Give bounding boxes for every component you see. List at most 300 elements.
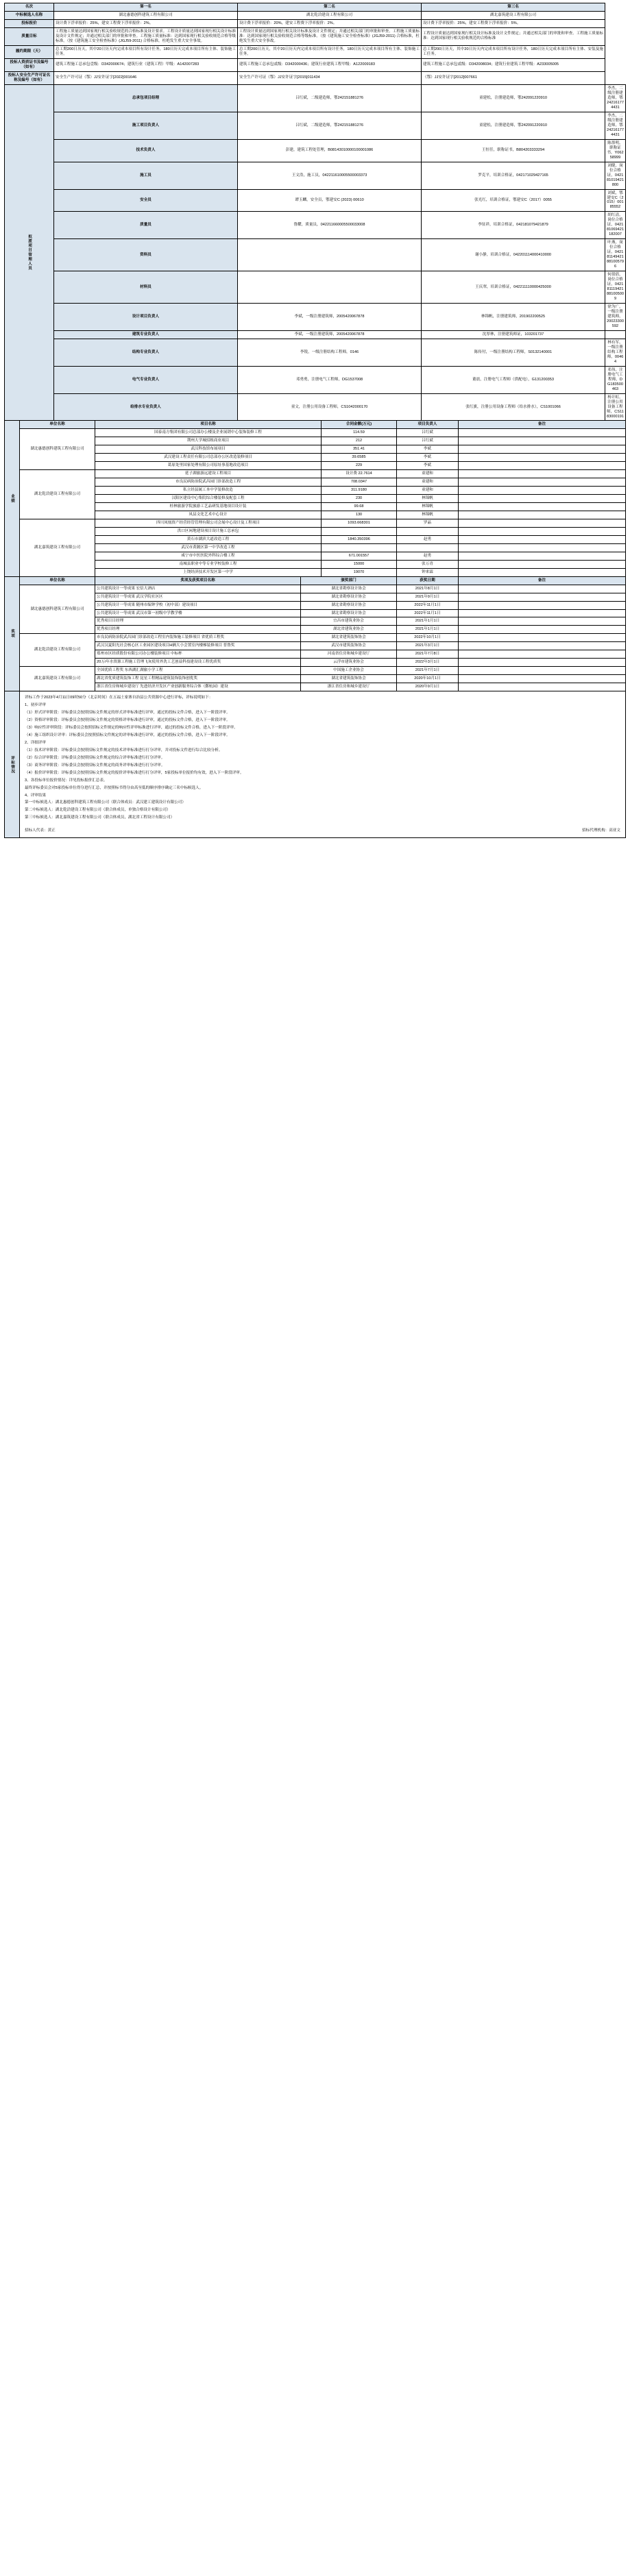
candidates-table (4, 3, 626, 421)
table-row (5, 19, 626, 27)
personnel-0-2: 童建松，注册建造师，鄂242091220910 (422, 84, 605, 112)
award-name: 湖北省优质建筑装饰工程 昆星工程精品建筑装饰装饰创优奖 (95, 675, 301, 683)
evaluation-step: 2、详细评审 (25, 740, 47, 745)
table-row (5, 27, 626, 45)
candidate-name-2: 湖北乾洽建设工程有限公司 (238, 11, 422, 19)
personnel-12-3: 杨计虹，注册公用设备工程师，CS1183000191 (605, 393, 626, 421)
performance-amount: 671.001557 (322, 552, 397, 560)
section-label-awards: 奖项 (5, 576, 20, 691)
performance-amount: 设计费 22.7614 (322, 469, 397, 478)
table-row (5, 675, 626, 683)
table-row (5, 609, 626, 617)
personnel-6-2: 谢小静，培训合格证，042201114000410000 (422, 239, 605, 271)
row-label-duration: 履约期限（天） (5, 45, 54, 58)
performance-project: 延子湖旅游远建设工程项目 (95, 469, 322, 478)
personnel-1-1: 吕红斌，二级建造师，鄂242151881276 (238, 112, 422, 139)
performance-amount: 1840.350396 (322, 535, 397, 543)
performance-amount: 230 (322, 494, 397, 502)
personnel-role-4: 安全员 (54, 189, 238, 212)
performance-note (459, 445, 626, 453)
personnel-5-2: 李征祥，培训合格证，042181079421879 (422, 212, 605, 239)
performance-project: 凤县文化艺术中心设计 (95, 511, 322, 519)
table-row (5, 519, 626, 527)
evaluation-step: 最终评标委员会对5家投标单位得分进行汇总，并按照标书得分由高至低的顺序排序确定三名中标候选人。 (25, 785, 204, 790)
award-name: 优秀项目经理 (95, 626, 301, 634)
performance-company-1: 湖北乾洽建设工程有限公司 (20, 469, 95, 519)
performance-manager: 李斌 (397, 461, 459, 469)
table-row (5, 58, 626, 71)
table-row (5, 601, 626, 609)
safety-license-3: （鄂）JJ安许证字[2012]007661 (422, 71, 605, 84)
section-label-performance: 业绩 (5, 420, 20, 576)
table-row (5, 271, 626, 304)
award-dept: 武汉市建筑装饰协会 (301, 642, 397, 650)
evaluation-step: 3、各投标单位报价情况：详见投标报价汇总表。 (25, 778, 108, 783)
personnel-2-3: 陈墨明，职称证书，Y06258999 (605, 139, 626, 162)
personnel-role-5: 质量员 (54, 212, 238, 239)
performance-amount: 708.0347 (322, 478, 397, 486)
award-note (459, 593, 626, 601)
award-name: 市良民病防治院武昌园门诊部改造工程室内装饰施工装修项目 省优质工程奖 (95, 634, 301, 642)
personnel-9-1: 李斌，一级注册建筑师，2005420067878 (238, 331, 422, 339)
row-label-bid-price: 投标报价 (5, 19, 54, 27)
table-row (5, 527, 626, 535)
performance-project: 四川凤凰资产经营经管管理有限公司会展中心设计及工程项目 (95, 519, 322, 527)
table-row (5, 650, 626, 659)
personnel-6-1 (238, 239, 422, 271)
table-row (5, 212, 626, 239)
bid-price-1: 设计费下浮率报价：25%，建安工程费下浮率报价：2%。 (54, 19, 238, 27)
award-note (459, 634, 626, 642)
safety-license-2: 安全生产许可证（鄂）JJ安许证字[2015]011434 (238, 71, 422, 84)
award-date: 2021年8月1日 (397, 585, 459, 593)
performance-note (459, 560, 626, 568)
duration-3: 总工期200日历天，其中20日历天内完成本项目所有设计任务，180日历天完成本项目所有主体、安装及施工任务。 (422, 45, 605, 58)
rank-1-header: 第一名 (54, 3, 238, 12)
table-row (5, 511, 626, 519)
award-note (459, 601, 626, 609)
bid-price-2: 设计费下浮率报价：20%，建安工程费下浮率报价：2%。 (238, 19, 422, 27)
table-row (5, 420, 626, 428)
table-row (5, 445, 626, 453)
performance-manager: 钟来霖 (397, 568, 459, 576)
personnel-11-2: 董晨，注册电气工程师（供配电），G131200353 (422, 367, 605, 394)
performance-project: 上饶经济技术开发区第一中学 (95, 568, 322, 576)
performance-note (459, 527, 626, 535)
personnel-6-3: 叶燕，岗位合格证，042181149421881005796 (605, 239, 626, 271)
performance-amount: 351.41 (322, 445, 397, 453)
award-note (459, 585, 626, 593)
signature-agency: 招标代理机构：高亚文 (582, 829, 620, 833)
personnel-role-6: 资料员 (54, 239, 238, 271)
awards-company-1: 湖北乾洽建设工程有限公司 (20, 634, 95, 667)
performance-project: 黄石市湖滨大道改造工程 (95, 535, 322, 543)
performance-manager: 李斌 (397, 453, 459, 461)
table-row (5, 659, 626, 667)
table-row (5, 691, 626, 838)
performance-manager: 童建和 (397, 469, 459, 478)
award-name: 公共建筑设计一等成果 武汉市第一初级中学教学楼 (95, 609, 301, 617)
personnel-12-1: 童文，注册公用设备工程师，CS1042000170 (238, 393, 422, 421)
performance-header-amount: 合同金额(万元) (322, 420, 397, 428)
performance-project: 荆州大学城招租商业项目 (95, 437, 322, 445)
evaluation-content (20, 691, 626, 838)
performance-company-0: 湖北惠德创科建筑工程有限公司 (20, 428, 95, 469)
award-date: 2022年10月1日 (397, 634, 459, 642)
awards-header-award: 奖项及获奖项目名称 (95, 576, 301, 585)
personnel-2-2: 王恒任，职称证书，B804203333294 (422, 139, 605, 162)
performance-note (459, 494, 626, 502)
performance-manager: 童建和 (397, 478, 459, 486)
award-name: 公共建筑设计一等成果 宏信大酒店 (95, 585, 301, 593)
award-dept: 湖北省建筑业协会 (301, 626, 397, 634)
table-row (5, 585, 626, 593)
evaluation-step: （1）形式评审阶段：评标委员会按照招标文件规定的形式评审标准进行评审，通过的投标文件合格，进入下一阶段评审。 (25, 711, 230, 715)
performance-manager: 罗晶 (397, 519, 459, 527)
table-row (5, 393, 626, 421)
table-row (5, 304, 626, 331)
performance-table (4, 420, 626, 577)
table-row (5, 502, 626, 511)
personnel-4-1: 谭玉麟，安全员，鄂建安C (2023) 00610 (238, 189, 422, 212)
qualification-1: 建筑工程施工总承包壹级：D342000674；建筑行业（建筑工程）甲级：A142007283 (54, 58, 238, 71)
performance-manager (397, 543, 459, 552)
personnel-role-8: 设计项目负责人 (54, 304, 238, 331)
row-label-candidate-name: 中标候选人名称 (5, 11, 54, 19)
table-row (5, 626, 626, 634)
bid-price-3: 设计费下浮率报价：25%，建安工程费下浮率报价：5%。 (422, 19, 605, 27)
performance-amount (322, 543, 397, 552)
table-row (5, 560, 626, 568)
award-name: 公共建筑设计一等成果 随州市编钟学校（初中部）建设项目 (95, 601, 301, 609)
performance-company-2: 湖北嘉筑建设工程有限公司 (20, 519, 95, 576)
award-date: 2022年11月1日 (397, 609, 459, 617)
evaluation-step: 4、评审结果 (25, 793, 47, 798)
awards-company-0: 湖北惠德创科建筑工程有限公司 (20, 585, 95, 634)
performance-note (459, 511, 626, 519)
performance-manager: 吕红斌 (397, 437, 459, 445)
performance-manager: 赵勇 (397, 552, 459, 560)
performance-amount: 311.9180 (322, 486, 397, 494)
award-dept: 中国施工企业协会 (301, 667, 397, 675)
row-label-qualification: 投标人资质证书及编号（如有） (5, 58, 54, 71)
table-row (5, 339, 626, 367)
personnel-0-1: 吕红斌，二级建造师，鄂242151881276 (238, 84, 422, 112)
personnel-1-3: 李杰，二级注册建造师，鄂242161774431 (605, 112, 626, 139)
performance-manager: 林锦帆 (397, 502, 459, 511)
personnel-10-2: 陈传付，一级注册结构工程师，S0132140001 (422, 339, 605, 367)
award-date: 2021年1月1日 (397, 626, 459, 634)
table-row (5, 428, 626, 437)
personnel-role-7: 材料员 (54, 271, 238, 304)
performance-note (459, 469, 626, 478)
table-row (5, 543, 626, 552)
personnel-role-2: 技术负责人 (54, 139, 238, 162)
table-row (5, 239, 626, 271)
row-label-quality-goal: 质量目标 (5, 27, 54, 45)
table-row (5, 3, 626, 12)
award-name: 全国优质工程奖 东西湖汇湖旅小学工程 (95, 667, 301, 675)
performance-header-company: 单位名称 (20, 420, 95, 428)
award-note (459, 675, 626, 683)
award-note (459, 609, 626, 617)
awards-header-company: 单位名称 (20, 576, 95, 585)
performance-manager: 林锦帆 (397, 511, 459, 519)
candidate-name-3: 湖北嘉筑建设工程有限公司 (422, 11, 605, 19)
performance-note (459, 568, 626, 576)
personnel-8-1: 李斌，一级注册建筑师，2005420067878 (238, 304, 422, 331)
evaluation-step: （3）响应性评审阶段：评标委员会按照招标文件规定的响应性评审标准进行评审，通过的投标文件合格，进入下一阶段评审。 (25, 726, 238, 731)
bid-evaluation-document (0, 0, 630, 845)
rank-2-header: 第二名 (238, 3, 422, 12)
performance-amount: 212 (322, 437, 397, 445)
evaluation-step: （4）施工组织设计评审：评标委员会按照招标文件规定的评审标准进行评审，通过的投标文件合格，进入下一阶段评审。 (25, 733, 230, 738)
performance-note (459, 437, 626, 445)
performance-header-project: 项目名称 (95, 420, 322, 428)
evaluation-table (4, 691, 626, 838)
award-dept: 河南省住房和城乡建设厅 (301, 650, 397, 659)
section-label-evaluation: 评标情况 (5, 691, 20, 838)
performance-project: 洪口区闲地建设项目设计施工总承包 (95, 527, 322, 535)
evaluation-step: （2）综合评审阶段：评标委员会按照招标文件规定的综合评审标准进行打分评审。 (25, 755, 165, 760)
performance-note (459, 453, 626, 461)
awards-header-dept: 颁奖部门 (301, 576, 397, 585)
award-note (459, 626, 626, 634)
award-note (459, 667, 626, 675)
performance-note (459, 543, 626, 552)
performance-project: 桂林旅游学院旅游工艺品研发基地项目设计装 (95, 502, 322, 511)
award-date: 2022年11月1日 (397, 601, 459, 609)
award-dept: 湖北省勘察设计协会 (301, 593, 397, 601)
table-row (5, 162, 626, 189)
table-row (5, 568, 626, 576)
personnel-role-0: 总承包项目经理 (54, 84, 238, 112)
performance-manager: 张万青 (397, 560, 459, 568)
section-label-personnel: 拟派项目管理人员 (5, 84, 54, 421)
performance-amount (322, 527, 397, 535)
award-dept: 浙江省住房和城乡建设厅 (301, 683, 397, 691)
performance-project: 武汉市黄陂区第一中学改造工程 (95, 543, 322, 552)
table-row (5, 437, 626, 445)
award-dept: 云浮市建筑业协会 (301, 659, 397, 667)
personnel-7-2: 王庆翠，培训合格证，042211110000425000 (422, 271, 605, 304)
award-note (459, 617, 626, 626)
quality-goal-1: 工程施工质量达到国家现行相关验收规范的合格标准及设计要求。工程设计质量达到国家现行相关设计标准及设计文件规定；并通过相关部门的审批和审查。工程施工质量标准：达到国家现行相关验收规范合格等级标准。（按《建筑施工安全检查标准》(JGJ59-2011) 合格标准，杜绝发生重大安全事故。 (54, 27, 238, 45)
personnel-2-1: 彭建，建筑工程处管理，B08143010000100001086 (238, 139, 422, 162)
personnel-3-1: 王文浩，施工员，042211610005500003373 (238, 162, 422, 189)
personnel-11-1: 邓勇勇，注册电气工程师，DG1537008 (238, 367, 422, 394)
performance-header-manager: 项目负责人 (397, 420, 459, 428)
table-row (5, 469, 626, 478)
table-row (5, 478, 626, 486)
personnel-4-3: 刘斌，鄂建安C（2015）00185552 (605, 189, 626, 212)
personnel-4-2: 张光红，培训合格证，鄂建安C（2017）0055 (422, 189, 605, 212)
personnel-9-3 (605, 331, 626, 339)
table-row (5, 683, 626, 691)
awards-table (4, 576, 626, 692)
table-row (5, 634, 626, 642)
personnel-1-2: 童建松，注册建造师，鄂242091220910 (422, 112, 605, 139)
award-note (459, 642, 626, 650)
personnel-role-1: 施工项目负责人 (54, 112, 238, 139)
performance-manager: 赵勇 (397, 535, 459, 543)
award-note (459, 650, 626, 659)
performance-project: 武汉建设工程责任有限公司总部办公区改造装修项目 (95, 453, 322, 461)
award-date: 2020年9月1日 (397, 683, 459, 691)
performance-manager: 林锦帆 (397, 494, 459, 502)
personnel-role-9: 建筑专业负责人 (54, 331, 238, 339)
personnel-3-2: 罗克平，培训合格证，042171029427165 (422, 162, 605, 189)
performance-note (459, 519, 626, 527)
performance-note (459, 502, 626, 511)
personnel-role-10: 结构专业负责人 (54, 339, 238, 367)
evaluation-step: （1）技术评审阶段：评标委员会按照招标文件规定的技术评审标准进行打分评审，并对投标文件进行综合比较分析。 (25, 748, 223, 752)
evaluation-step: （4）报价评审阶段：评标委员会按照招标文件规定的报价评审标准进行打分评审，5家投标单位报价均有效，进入下一阶段评审。 (25, 770, 244, 775)
award-date: 2021年3月1日 (397, 642, 459, 650)
award-date: 2022年3月1日 (397, 659, 459, 667)
award-note (459, 659, 626, 667)
performance-amount: 229 (322, 461, 397, 469)
award-date: 2021年7月1日 (397, 667, 459, 675)
award-name: 武汉汉夏阳光社会核心区工业园区建设项目H辆大小会置室内楼梯装修项目 普鲁奖 (95, 642, 301, 650)
rank-3-header: 第三名 (422, 3, 605, 12)
performance-project: 市良民病防治院武昌园门诊部改造工程 (95, 478, 322, 486)
personnel-5-3: 胡红清，岗位合格证，042181069421182007 (605, 212, 626, 239)
award-name: 公共建筑设计一等成果 武汉学院社区区 (95, 593, 301, 601)
personnel-8-2: 林锦帆，注册建筑师，201902200525 (422, 304, 605, 331)
table-row (5, 367, 626, 394)
evaluation-step: 第三中标候选人：湖北嘉筑建设工程有限公司（联合体成员，湖北省工程设计有限公司） (25, 815, 175, 820)
performance-project: 国泰南方集团有限公司总部办公楼及企业展销中心装饰装修工程 (95, 428, 322, 437)
performance-manager: 童建和 (397, 486, 459, 494)
award-name: 浙江省住房和城乡建设厅 先进经济开发区产业创新服务综合体（鄞杭园）建设 (95, 683, 301, 691)
evaluation-step: （3）商务评审阶段：评标委员会按照招标文件规定的商务评审标准进行打分评审。 (25, 763, 165, 768)
candidate-name-1: 湖北惠德创科建筑工程有限公司 (54, 11, 238, 19)
quality-goal-3: 工程设计质量达到国家现行相关设计标准及设计文件规定；并通过相关部门的审批和审查。工程施工质量标准：达到国家现行相关验收规范的合格标准 (422, 27, 605, 45)
duration-2: 总工期200日历天，其中20日历天内完成本项目所有设计任务，180日历天完成本项目所有主体、装饰施工任务。 (238, 45, 422, 58)
performance-amount: 39.6585 (322, 453, 397, 461)
personnel-3-3: 刘健，岗位合格证，042181019421800 (605, 162, 626, 189)
table-row (5, 617, 626, 626)
quality-goal-2: 工程设计质量达到国家现行相关设计标准及设计文件规定；并通过相关部门的审批和审查。工程施工质量标准：达到国家现行相关验收规范合格等级标准。（按《建筑施工安全检查标准》(JGJ59-2011) 合格标准，杜绝发生重大安全事故。 (238, 27, 422, 45)
performance-amount: 130 (322, 511, 397, 519)
personnel-role-11: 电气专业负责人 (54, 367, 238, 394)
award-dept: 湖北省建筑装饰协会 (301, 675, 397, 683)
table-row (5, 84, 626, 112)
performance-note (459, 535, 626, 543)
award-dept: 湖北省勘察设计协会 (301, 609, 397, 617)
qualification-2: 建筑工程施工总承包贰级：D342000436；建筑行业建筑工程甲级：A122009183 (238, 58, 422, 71)
award-dept: 湖北省勘察设计协会 (301, 585, 397, 593)
personnel-0-3: 李杰，二级注册建造师，鄂242161774431 (605, 84, 626, 112)
award-name: 20万/年水资源工程施工管理飞灰使用外洗工艺创益科技建设设工程优质奖 (95, 659, 301, 667)
table-row (5, 576, 626, 585)
performance-amount: 15000 (322, 560, 397, 568)
personnel-7-1 (238, 271, 422, 304)
table-row (5, 535, 626, 543)
award-dept: 湖北省建筑装饰协会 (301, 634, 397, 642)
table-row (5, 189, 626, 212)
personnel-5-1: 鲁耀，质量员，042211660005500033008 (238, 212, 422, 239)
award-date: 2021年1月1日 (397, 617, 459, 626)
award-dept: 宜昌市建筑业协会 (301, 617, 397, 626)
performance-amount: 1093.668301 (322, 519, 397, 527)
performance-manager: 吕红斌 (397, 428, 459, 437)
table-row (5, 45, 626, 58)
personnel-role-3: 施工员 (54, 162, 238, 189)
evaluation-step: （2）资格评审阶段：评标委员会按照招标文件规定的资格评审标准进行评审，通过的投标文件合格，进入下一阶段评审。 (25, 718, 230, 723)
personnel-7-3: 何倩倩，岗位合格证，042181119421881005009 (605, 271, 626, 304)
qualification-3: 建筑工程施工总承包贰级：D342008034；建筑行业建筑工程甲级：A233005005 (422, 58, 605, 71)
performance-project: 汉阳区建设中心集院综合楼装修及配套工程 (95, 494, 322, 502)
award-date: 2021年9月1日 (397, 593, 459, 601)
performance-note (459, 428, 626, 437)
table-row (5, 139, 626, 162)
evaluation-intro: 评标工作于2023年4月11日09时50分（北京时间）在五福土家寨自治县公共资源中心进行评标，评标说明如下： (25, 696, 213, 700)
performance-project: 私立经县属工本中学装修改造 (95, 486, 322, 494)
award-name: 郑州市区经质股份有限公司办公楼装修项目 中标杯 (95, 650, 301, 659)
evaluation-step: 第二中标候选人：湖北乾洽建设工程有限公司（联合体成员，单独合格设计有限公司） (25, 808, 171, 813)
performance-project: 葛原处里国家处理有限公司原址事基地改造项目 (95, 461, 322, 469)
award-note (459, 683, 626, 691)
award-date: 2021年7月8日 (397, 650, 459, 659)
rank-label: 名次 (5, 3, 54, 12)
safety-license-1: 安全生产许可证（鄂）JJ安许证字[2022]001646 (54, 71, 238, 84)
performance-project: 咸宁市中医医院外科综合楼工程 (95, 552, 322, 560)
award-dept: 湖北省勘察设计协会 (301, 601, 397, 609)
duration-1: 总工期200日历天，其中20日历天内完成本项目所有设计任务，180日历天完成本项目所有主体、装饰施工任务。 (54, 45, 238, 58)
performance-note (459, 486, 626, 494)
personnel-10-3: 林有军，一级注册结构工程师，00464 (605, 339, 626, 367)
row-label-safety-license: 投标人安全生产许可证名称及编号（如有） (5, 71, 54, 84)
performance-header-note: 备注 (459, 420, 626, 428)
performance-project: 南城县职业中等专业学校装修工程 (95, 560, 322, 568)
award-name: 优秀项目目经理 (95, 617, 301, 626)
performance-note (459, 552, 626, 560)
awards-company-2: 湖北嘉筑建设工程有限公司 (20, 667, 95, 691)
table-row (5, 331, 626, 339)
table-row (5, 11, 626, 19)
table-row (5, 494, 626, 502)
personnel-11-3: 邓伟，注册电气工程师，DG183500463 (605, 367, 626, 394)
performance-manager (397, 527, 459, 535)
personnel-role-12: 给排水专业负责人 (54, 393, 238, 421)
performance-note (459, 478, 626, 486)
personnel-10-1: 李锐，一级注册结构工程师，0146 (238, 339, 422, 367)
award-date: 2020年10月1日 (397, 675, 459, 683)
table-row (5, 71, 626, 84)
table-row (5, 461, 626, 469)
evaluation-step: 1、初步评审 (25, 703, 47, 708)
table-row (5, 667, 626, 675)
performance-amount: 114.59 (322, 428, 397, 437)
signature-owner: 招标人代表：黄正 (25, 829, 56, 833)
personnel-8-3: 徐为广，一级注册建筑师，20023300592 (605, 304, 626, 331)
personnel-12-2: 张红旗，注册公用设备工程师（给水排水），CS1001066 (422, 393, 605, 421)
performance-project: 武汉科技馆布展项目 (95, 445, 322, 453)
table-row (5, 642, 626, 650)
awards-header-note: 备注 (459, 576, 626, 585)
table-row (5, 552, 626, 560)
performance-manager: 李斌 (397, 445, 459, 453)
performance-amount: 19070 (322, 568, 397, 576)
awards-header-date: 获奖日期 (397, 576, 459, 585)
table-row (5, 486, 626, 494)
table-row (5, 112, 626, 139)
table-row (5, 453, 626, 461)
table-row (5, 593, 626, 601)
performance-note (459, 461, 626, 469)
